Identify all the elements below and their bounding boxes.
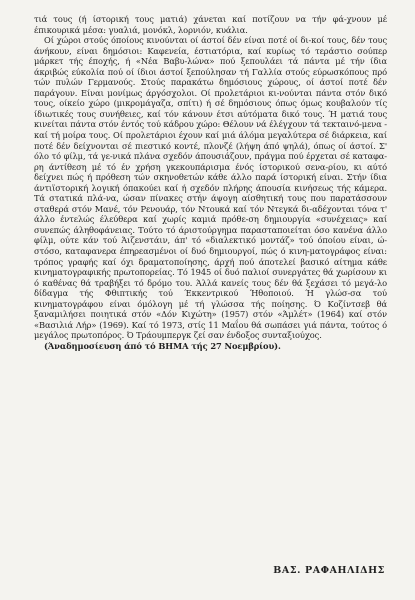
source-note: (Άναδημοσίευση άπό τό ΒΗΜΑ τής 27 Νοεμβρίου). — [44, 340, 281, 351]
article-body — [34, 14, 387, 352]
paragraph-continuation: τιά τους (ή ίστορική τους ματιά) χάνεται καί ποτίζουν να τήν φά-χνουν μέ έπικουρικά μέσα: γυαλιά, μονόκλ, λορνιόν, κυάλια. — [34, 14, 387, 35]
paragraph-main: Οί χώροι στούς όποίους κινούνται οί άστοί δέν είναι ποτέ οί δι-κοί τους, δέν τους άνήκουν, είναι δημόσιοι: Καφενεία, έστιατόρια, καί κυρίως τό τεράστιο σούπερ μάρκετ τής έποχής, ή «Νέα Βαβυ-λώνα» πού ξεπουλάει τά πάντα μέ τήν ίδια άκριβώς εύκολία πού οί ίδιοι άστοί ξεπούλησαν τή Γαλλία στούς εύρωσκόπους πρό τών πυλών Γερμανούς. Στούς παρακάτω δημόσιους χώρους, οί άστοί ποτέ δέν παράγουν. Είναι μονίμως άργόσχολοι. Οί προλετάριοι κι-νούνται πάντα στόν δικό τους, οίκείο χώρο (μικρομάγαζα, σπίτι) ή σέ δημόσιους όπως όμως κουβαλούν τίς ίδιωτικές τους συνήθειες, καί τόν κάνουν έτσι αύτόματα δικό τους. Ή ματιά τους κινείται πάντα στόν έντός τού κάδρου χώρο: Θέλουν νά έλέγχουν τά τεκταινό-μενα - καί τή μοίρα τους. Οί προλετάριοι έχουν καί μιά άλόμα μεγαλύτερα σέ διάρκεια, καί ποτέ δέν δείχνονται σέ πιεστικό κοντέ, πλονζέ (λήψη άπό ψηλά), όπως οί άστοί. Σ' όλο τό φίλμ, τά γε-νικά πλάνα σχεδόν άπουσιάζουν, πράγμα πού έρχεται σέ καταφα-ρη άντίθεση μέ τό έν χρήση γκεκουπάρισμα ένός ίστορικού σενα-ρίου, κι αύτό δείχνει πώς ή πρόθεση τών σκηνοθετών κάθε άλλο παρά ίστορική είναι. Στήν ίδια άντιϊστορική λογική όπακούει καί ή σχεδόν πλήρης άπουσία κινήσεως τής κάμερα. Τά στατικά πλά-να, ώσαν πίνακες στήν άψογη αίσθητική τους που παρατάσσουν σταθερά στόν Μανέ, τόν Ρενουάρ, τόν Ντουκά καί τόν Ντεγκά δι-αδέχονται τόνα τ' άλλο έντελώς έλεύθερα καί χωρίς καμιά πρόθε-ση δημιουργία «συνέχειας» καί συνεπώς άληθοφάνειας. Τούτο τό άριστούργημα παρασταποιείται όσο κανένα άλλο φίλμ, ούτε κάν τού Άιζενστάιν, άπ' τό «διαλεκτικό μοντάζ» τού όποίου είναι, ώ-στόσο, καταφανερα έπηρεασμένοι οί δυό δημιουργοί, πώς ό κινη-ματογράφος είναι: τρόπος γραφής καί όχι δραματοποίησης, άρχή πού άποτελεί βασικό αίτημα κάθε κινηματογραφικής πρωτοπορείας. Τό 1945 οί δυό παλιοί συνεργάτες θά χωρίσουν κι ό καθένας θά τραβήξει τό δρόμο του. Άλλά κανείς τους δέν θά ξεχάσει τό μεγά-λο δίδαγμα τής Φθιπτικής τού Έκκεντρικού Ήθοποιού. Ή γλώσ-σα τού κινηματογράφου είναι όμόλογη μέ τή γλώσσα τής ποίησης. Ό Κοζίντσεβ θά ξαναμιλήσει ποιητικά στόν «Δόν Κιχώτη» (1957) στόν «Άμλέτ» (1964) καί στόν «Βασιλιά Λήρ» (1969). Καί τό 1973, στίς 11 Μαΐου θά σωπάσει γιά πάντα, τούτος ό μεγάλος πρωτοπόρος. Ό Τράουμπεργκ ζεί σαν ένδοξος συνταξιούχος. — [34, 35, 387, 341]
author-signature: ΒΑΣ. ΡΑΦΑΗΛΙΔΗΣ — [273, 565, 385, 576]
